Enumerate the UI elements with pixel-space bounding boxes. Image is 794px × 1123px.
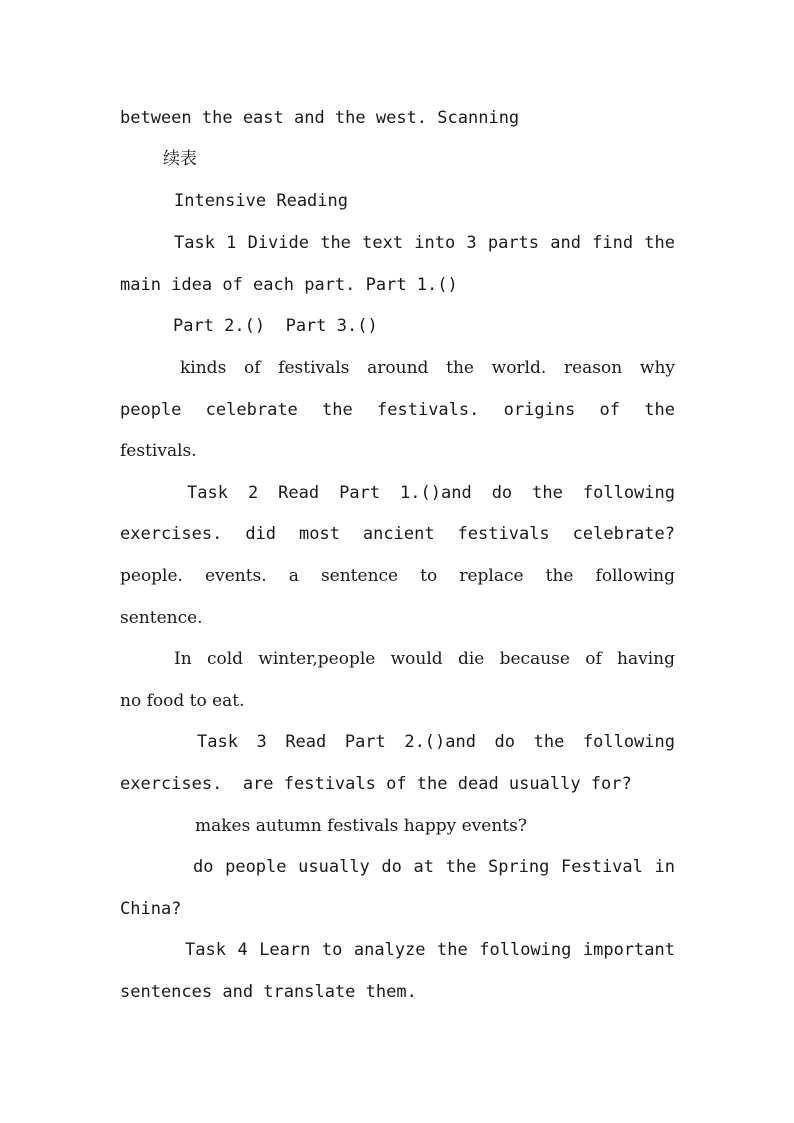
text-line: kinds of festivals around the world. reason why [180,358,675,378]
task-4-heading: Task 4 Learn to analyze the following important [185,940,675,960]
text-line: Part 2.() Part 3.() [173,316,378,336]
text-line: between the east and the west. Scanning [120,108,520,128]
text-line: sentences and translate them. [120,982,417,1002]
task-2-heading: Task 2 Read Part 1.()and do the following [187,483,675,503]
text-line: exercises. are festivals of the dead usually for? [120,774,632,794]
text-line: main idea of each part. Part 1.() [120,275,458,295]
text-line: people celebrate the festivals. origins of the [120,400,675,420]
task-3-heading: Task 3 Read Part 2.()and do the following [197,732,675,752]
text-line: no food to eat. [120,691,245,711]
text-line: sentence. [120,608,203,628]
text-line: festivals. [120,441,197,461]
text-line: exercises. did most ancient festivals celebrate? [120,524,675,544]
text-line: China? [120,899,182,919]
text-line: In cold winter,people would die because of having [174,649,675,669]
table-continued-label: 续表 [163,149,197,169]
text-line: do people usually do at the Spring Festival in [193,857,675,877]
task-1-heading: Task 1 Divide the text into 3 parts and find the [174,233,675,253]
text-line: makes autumn festivals happy events? [195,816,527,836]
text-line: people. events. a sentence to replace the following [120,566,675,586]
section-heading: Intensive Reading [174,191,348,211]
